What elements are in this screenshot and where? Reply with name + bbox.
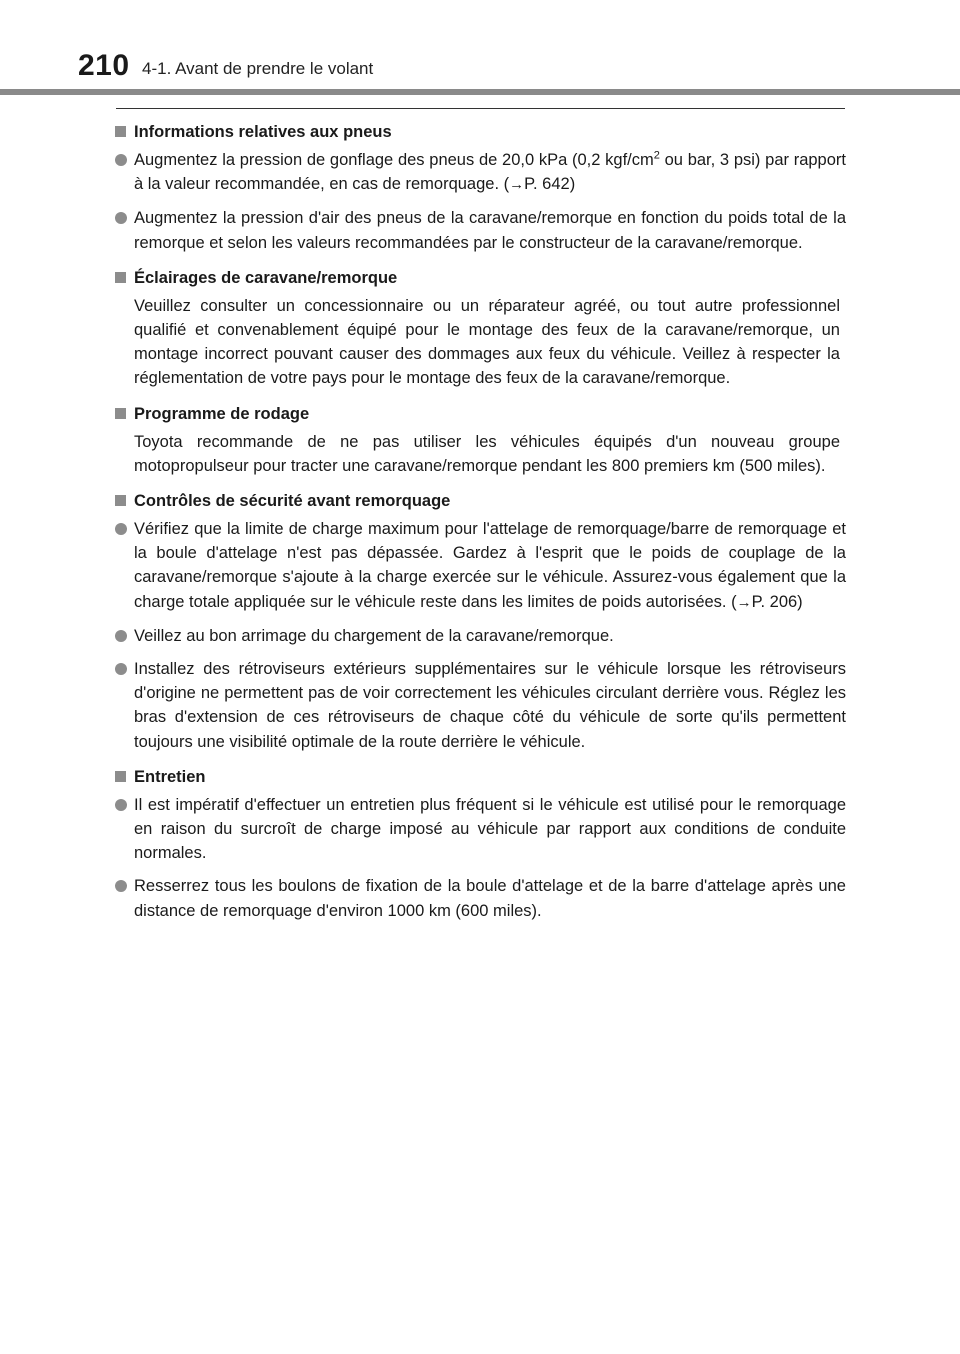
bullet-text-part: ou bar, 3 psi) par rapport à la valeur recommandée, en cas de remorquage. ( xyxy=(134,151,846,194)
section-lighting xyxy=(114,267,846,391)
section-breakin xyxy=(114,403,846,478)
round-bullet-icon xyxy=(115,663,127,675)
section-safety xyxy=(114,490,846,754)
superscript: 2 xyxy=(653,149,660,162)
round-bullet-icon xyxy=(115,212,127,224)
page-content xyxy=(114,121,846,935)
section-title-text: Éclairages de caravane/remorque xyxy=(134,268,398,287)
section-rule xyxy=(116,108,845,109)
list-item xyxy=(114,517,846,615)
section-title xyxy=(114,766,846,788)
bullet-text: Resserrez tous les boulons de fixation de la boule d'attelage et de la barre d'attelage après une distance de remorquage d'environ 1000 km (600 miles). xyxy=(134,877,846,920)
bullet-text: Augmentez la pression d'air des pneus de la caravane/remorque en fonction du poids total de la remorque et selon les valeurs recommandées par le constructeur de la caravane/remorque. xyxy=(134,209,846,252)
square-bullet-icon xyxy=(115,272,126,283)
section-title-text: Programme de rodage xyxy=(134,404,310,423)
bullet-text-part: Vérifiez que la limite de charge maximum pour l'attelage de remorquage/barre de remorquage et la boule d'attelage n'est pas dépassée. Gardez à l'esprit que le poids de couplage de la caravane/remorque s'ajoute à la charge exercée sur le véhicule. Assurez-vous également que la charge totale appliquée sur le véhicule reste dans les limites de poids autorisées. ( xyxy=(134,520,846,611)
page-reference: P. 206) xyxy=(751,592,803,611)
square-bullet-icon xyxy=(115,495,126,506)
arrow-right-icon: → xyxy=(509,176,525,194)
page-reference: P. 642) xyxy=(524,175,576,194)
section-tires xyxy=(114,121,846,255)
square-bullet-icon xyxy=(115,126,126,137)
round-bullet-icon xyxy=(115,799,127,811)
section-title xyxy=(114,403,846,425)
section-title-text: Informations relatives aux pneus xyxy=(134,123,392,141)
list-item xyxy=(114,624,846,648)
section-maintenance xyxy=(114,766,846,923)
header-rule xyxy=(0,89,960,95)
bullet-text-part: Augmentez la pression de gonflage des pneus de 20,0 kPa (0,2 kgf/cm xyxy=(134,151,654,169)
bullet-text: Installez des rétroviseurs extérieurs supplémentaires sur le véhicule lorsque les rétroviseurs d'origine ne permettent pas de voir correctement les véhicules circulant derrière vous. Réglez les bras d'extension de ces rétroviseurs de chaque côté du véhicule de sorte qu'ils permettent toujours une visibilité optimale de la route derrière le véhicule. xyxy=(134,660,846,751)
arrow-right-icon: → xyxy=(736,593,752,611)
list-item xyxy=(114,793,846,866)
paragraph: Toyota recommande de ne pas utiliser les véhicules équipés d'un nouveau groupe motopropulseur pour tracter une caravane/remorque pendant les 800 premiers km (500 miles). xyxy=(134,432,840,475)
round-bullet-icon xyxy=(115,630,127,642)
square-bullet-icon xyxy=(115,408,126,419)
round-bullet-icon xyxy=(115,523,127,535)
section-title-text: Contrôles de sécurité avant remorquage xyxy=(134,492,451,511)
bullet-text: Veillez au bon arrimage du chargement de la caravane/remorque. xyxy=(134,626,614,645)
round-bullet-icon xyxy=(115,154,127,166)
section-title xyxy=(114,490,846,512)
paragraph: Veuillez consulter un concessionnaire ou un réparateur agréé, ou tout autre professionnel qualifié et convenablement équipé pour le montage des feux de la caravane/remorque, un montage incorrect pouvant causer des dommages aux feux du véhicule. Veillez à respecter la réglementation de votre pays pour le montage des feux de la caravane/remorque. xyxy=(134,296,840,388)
section-title xyxy=(114,121,846,143)
list-item xyxy=(114,657,846,754)
section-title-text: Entretien xyxy=(134,767,206,786)
section-title xyxy=(114,267,846,289)
square-bullet-icon xyxy=(115,771,126,782)
list-item xyxy=(114,874,846,922)
chapter-title: 4-1. Avant de prendre le volant xyxy=(142,59,374,78)
bullet-text: Il est impératif d'effectuer un entretien plus fréquent si le véhicule est utilisé pour le remorquage en raison du surcroît de charge imposé au véhicule par rapport aux conditions de conduite normales. xyxy=(134,795,846,863)
list-item xyxy=(114,206,846,254)
page-number: 210 xyxy=(78,49,130,82)
round-bullet-icon xyxy=(115,880,127,892)
list-item xyxy=(114,148,846,197)
